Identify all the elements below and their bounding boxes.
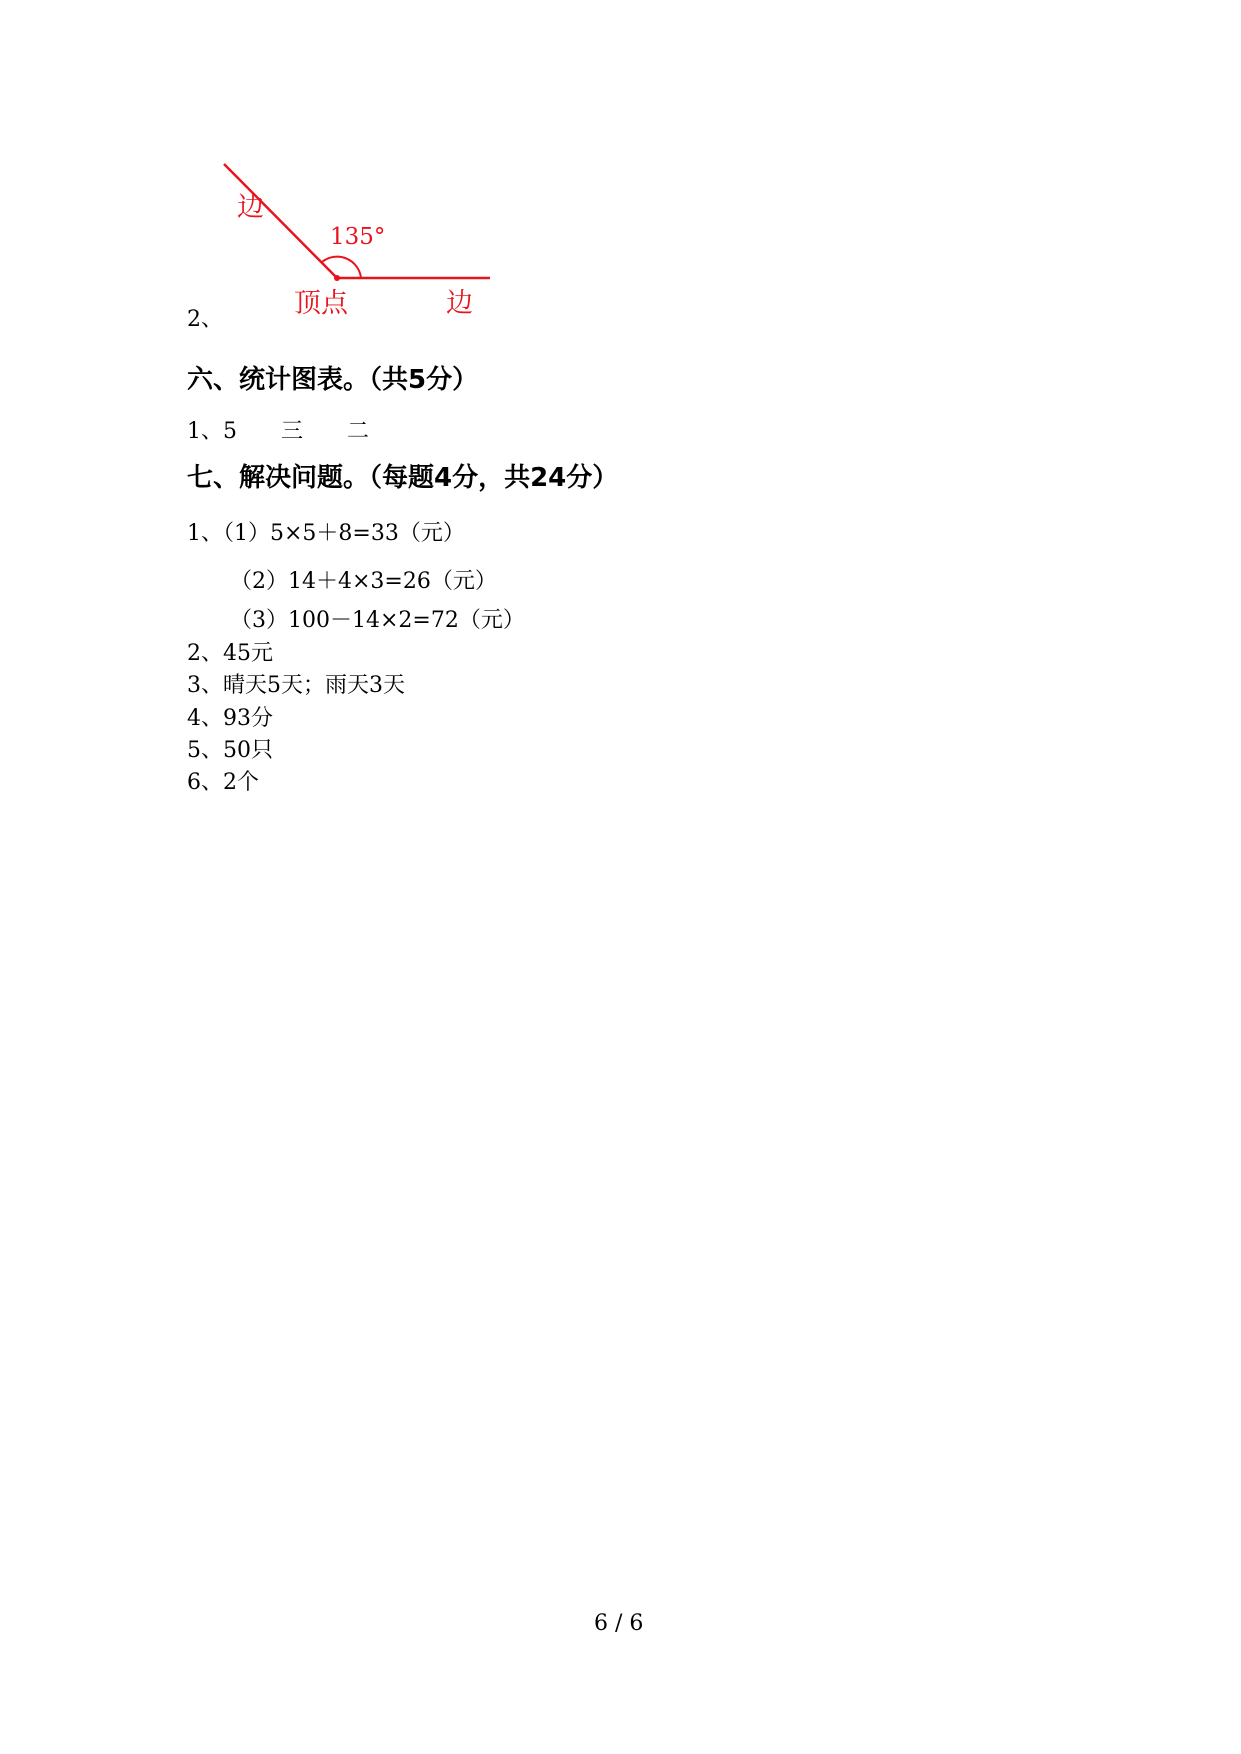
angle-figure bbox=[190, 150, 490, 330]
section6-answer-b: 二 bbox=[347, 419, 370, 444]
angle-value-label: 135° bbox=[330, 224, 386, 250]
section7-q6: 6、2个 bbox=[187, 770, 259, 795]
angle-vertex-label: 顶点 bbox=[294, 288, 348, 319]
section7-q5: 5、50只 bbox=[187, 738, 273, 763]
section7-q1-line2: （2）14＋4×3=26（元） bbox=[230, 569, 497, 594]
section7-q4: 4、93分 bbox=[187, 706, 273, 731]
page-number: 6 / 6 bbox=[594, 1611, 644, 1636]
q2-prefix: 2、 bbox=[187, 307, 223, 332]
section7-q1-line1: 1、（1）5×5＋8=33（元） bbox=[187, 521, 465, 546]
section7-heading: 七、解决问题。（每题4分，共24分） bbox=[187, 463, 619, 493]
section7-q1-line3: （3）100－14×2=72（元） bbox=[230, 608, 525, 633]
angle-side-label-upper: 边 bbox=[237, 192, 264, 223]
angle-side-label-right: 边 bbox=[446, 288, 473, 319]
section7-q3: 3、晴天5天；雨天3天 bbox=[187, 673, 405, 698]
section6-answer-a: 三 bbox=[281, 419, 304, 444]
section6-answer-number: 1、5 bbox=[187, 419, 237, 444]
section6-answer bbox=[187, 414, 369, 445]
section6-heading: 六、统计图表。（共5分） bbox=[187, 365, 479, 395]
angle-vertex-point bbox=[334, 275, 340, 281]
section7-q2: 2、45元 bbox=[187, 641, 273, 666]
